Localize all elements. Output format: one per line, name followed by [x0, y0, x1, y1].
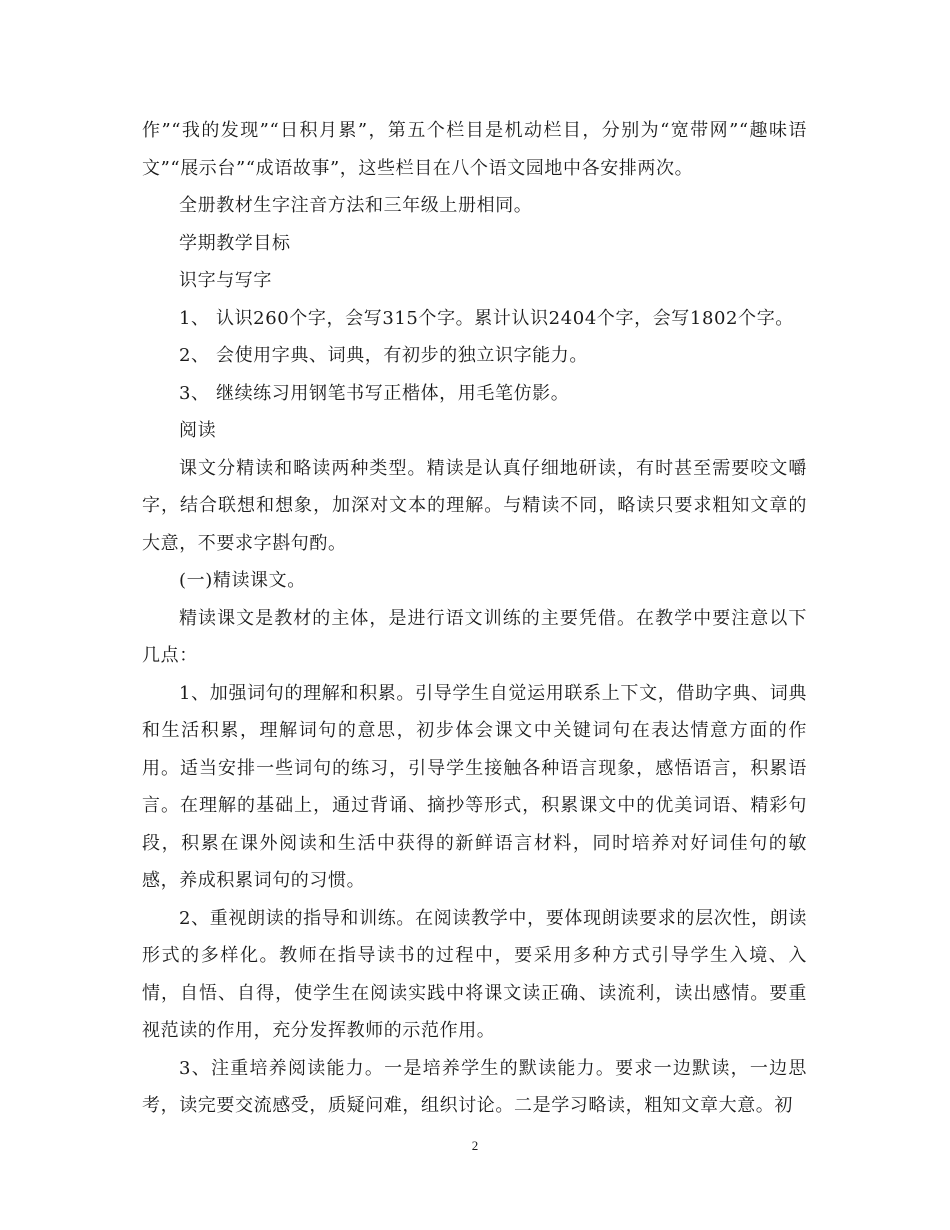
paragraph-continued: 作”“我的发现”“日积月累”，第五个栏目是机动栏目，分别为“宽带网”“趣味语文”“展示台”“成语故事”，这些栏目在八个语文园地中各安排两次。 [142, 120, 807, 179]
heading-intensive-reading: (一)精读课文。 [179, 570, 306, 591]
heading-reading: 阅读 [179, 420, 217, 441]
document-body [142, 112, 807, 1125]
list-item-1: 1、 认识260个字，会写315个字。累计认识2404个字，会写1802个字。 [179, 307, 794, 329]
paragraph-point-3: 3、注重培养阅读能力。一是培养学生的默读能力。要求一边默读，一边思考，读完要交流感受，质疑问难，组织讨论。二是学习略读，粗知文章大意。初 [142, 1057, 807, 1116]
heading-literacy-writing: 识字与写字 [179, 270, 272, 291]
page-number: 2 [471, 1138, 479, 1153]
paragraph-phonetic-note: 全册教材生字注音方法和三年级上册相同。 [179, 195, 533, 216]
paragraph-point-2: 2、重视朗读的指导和训练。在阅读教学中，要体现朗读要求的层次性，朗读形式的多样化。教师在指导读书的过程中，要采用多种方式引导学生入境、入情，自悟、自得，使学生在阅读实践中将课文读正确、读流利，读出感情。要重视范读的作用，充分发挥教师的示范作用。 [142, 907, 807, 1041]
list-item-2: 2、 会使用字典、词典，有初步的独立识字能力。 [179, 345, 588, 366]
heading-semester-goals: 学期教学目标 [179, 232, 291, 254]
paragraph-point-1: 1、加强词句的理解和积累。引导学生自觉运用联系上下文，借助字典、词典和生活积累，理解词句的意思，初步体会课文中关键词句在表达情意方面的作用。适当安排一些词句的练习，引导学生接触各种语言现象，感悟语言，积累语言。在理解的基础上，通过背诵、摘抄等形式，积累课文中的优美词语、精彩句段，积累在课外阅读和生活中获得的新鲜语言材料，同时培养对好词佳句的敏感，养成积累词句的习惯。 [142, 682, 807, 891]
list-item-3: 3、 继续练习用钢笔书写正楷体，用毛笔仿影。 [179, 382, 570, 404]
paragraph-intensive-intro: 精读课文是教材的主体，是进行语文训练的主要凭借。在教学中要注意以下几点： [142, 607, 807, 666]
paragraph-reading-types: 课文分精读和略读两种类型。精读是认真仔细地研读，有时甚至需要咬文嚼字，结合联想和想象，加深对文本的理解。与精读不同，略读只要求粗知文章的大意，不要求字斟句酌。 [142, 457, 807, 554]
